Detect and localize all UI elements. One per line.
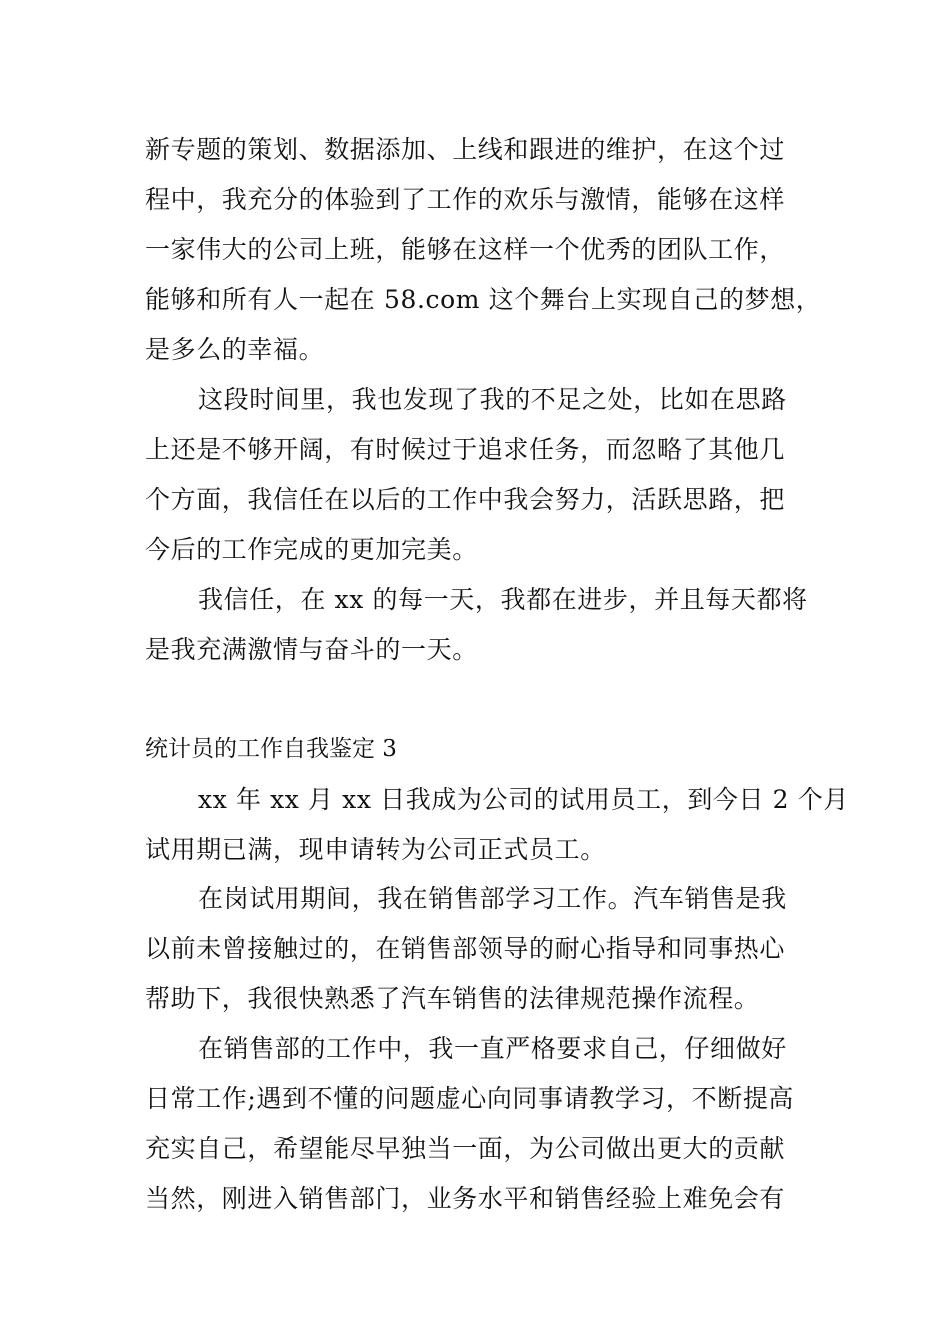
paragraph-line: 是我充满激情与奋斗的一天。 [145, 635, 478, 664]
paragraph-line: 这段时间里，我也发现了我的不足之处，比如在思路 [198, 385, 787, 414]
paragraph-line: 充实自己，希望能尽早独当一面，为公司做出更大的贡献 [145, 1134, 786, 1163]
paragraph-line: 一家伟大的公司上班，能够在这样一个优秀的团队工作， [145, 235, 786, 264]
paragraph-line: 以前未曾接触过的，在销售部领导的耐心指导和同事热心 [145, 934, 786, 963]
paragraph-line: xx 年 xx 月 xx 日我成为公司的试用员工，到今日 2 个月 [198, 785, 849, 814]
paragraph-line: 今后的工作完成的更加完美。 [145, 535, 478, 564]
paragraph-line: 当然，刚进入销售部门，业务水平和销售经验上难免会有 [145, 1184, 786, 1213]
paragraph-line: 帮助下，我很快熟悉了汽车销售的法律规范操作流程。 [145, 984, 760, 1013]
paragraph-line: 试用期已满，现申请转为公司正式员工。 [145, 835, 606, 864]
paragraph-line: 日常工作;遇到不懂的问题虚心向同事请教学习，不断提高 [145, 1084, 795, 1113]
paragraph-line: 我信任，在 xx 的每一天，我都在进步，并且每天都将 [198, 585, 808, 614]
paragraph-line: 新专题的策划、数据添加、上线和跟进的维护，在这个过 [145, 135, 786, 164]
paragraph-line: 上还是不够开阔，有时候过于追求任务，而忽略了其他几 [145, 435, 786, 464]
paragraph-line: 是多么的幸福。 [145, 335, 325, 364]
paragraph-line: 个方面，我信任在以后的工作中我会努力，活跃思路，把 [145, 485, 786, 514]
paragraph-line: 能够和所有人一起在 58.com 这个舞台上实现自己的梦想， [145, 285, 822, 314]
paragraph-line: 程中，我充分的体验到了工作的欢乐与激情，能够在这样 [145, 185, 786, 214]
paragraph-line: 在销售部的工作中，我一直严格要求自己，仔细做好 [198, 1034, 787, 1063]
section-heading: 统计员的工作自我鉴定 3 [145, 736, 397, 762]
paragraph-line: 在岗试用期间，我在销售部学习工作。汽车销售是我 [198, 884, 787, 913]
